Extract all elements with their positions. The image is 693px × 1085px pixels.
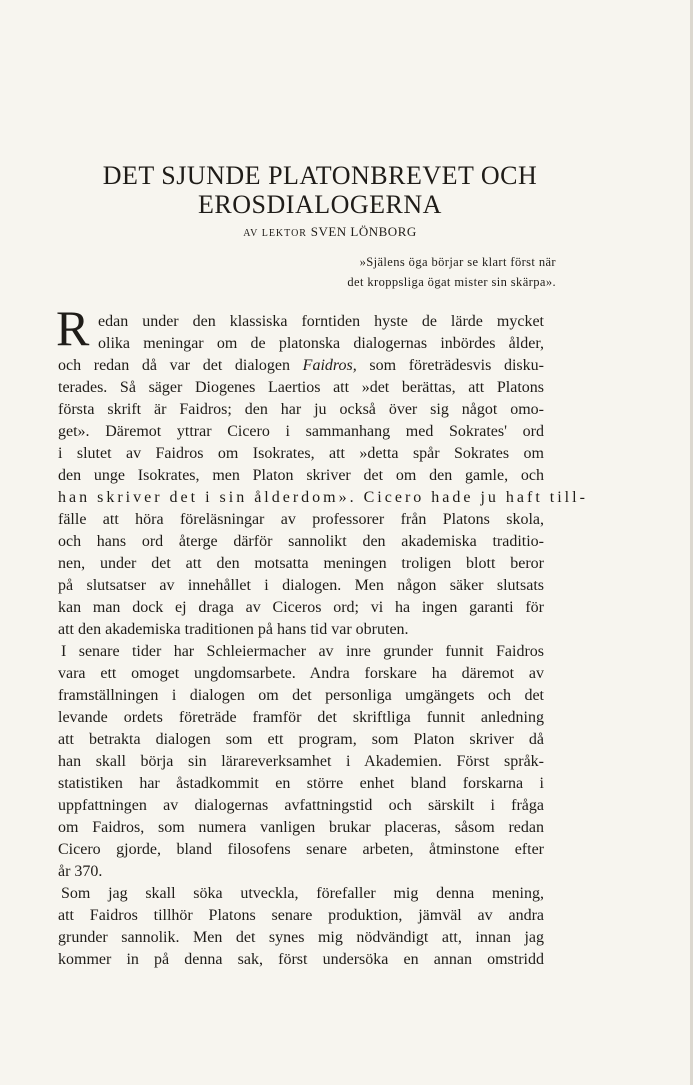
drop-cap: R	[56, 300, 90, 356]
article-title-line-1: DET SJUNDE PLATONBREVET OCH	[102, 161, 538, 190]
body-line: att Faidros tillhör Platons senare produktion, jämväl av andra	[58, 907, 544, 924]
body-line: Cicero gjorde, bland filosofens senare arbeten, åtminstone efter	[58, 841, 544, 858]
byline-author: SVEN LÖNBORG	[310, 224, 417, 239]
body-line: nen, under det att den motsatta meningen troligen blott beror	[58, 555, 544, 572]
article-title-line-2: EROSDIALOGERNA	[198, 190, 442, 219]
body-line: att betrakta dialogen som ett program, som Platon skriver då	[58, 731, 544, 748]
body-line: fälle att höra föreläsningar av professorer från Platons skola,	[58, 511, 544, 528]
byline	[100, 224, 560, 240]
body-line: vara ett omoget ungdomsarbete. Andra forskare ha däremot av	[58, 665, 544, 682]
body-line: uppfattningen av dialogernas avfattningstid och särskilt i fråga	[58, 797, 544, 814]
body-line: olika meningar om de platonska dialogernas inbördes ålder,	[98, 335, 544, 352]
body-line: Som jag skall söka utveckla, förefaller mig denna mening,	[61, 885, 544, 902]
body-line: i slutet av Faidros om Isokrates, att »detta spår Sokrates om	[58, 445, 544, 462]
body-line: levande ordets företräde framför det skriftliga funnit anledning	[58, 709, 544, 726]
body-line: kan man dock ej draga av Ciceros ord; vi ha ingen garanti för	[58, 599, 544, 616]
body-line: grunder sannolik. Men det synes mig nödvändigt att, innan jag	[58, 929, 544, 946]
body-line: första skrift är Faidros; den har ju också över sig något omo-	[58, 401, 544, 418]
body-line: den unge Isokrates, men Platon skriver det om den gamle, och	[58, 467, 544, 484]
body-line: att den akademiska traditionen på hans tid var obruten.	[58, 621, 409, 638]
body-line: år 370.	[58, 863, 103, 880]
body-line: han skall börja sin lärareverksamhet i Akademien. Först språk-	[58, 753, 544, 770]
body-line: get». Däremot yttrar Cicero i sammanhang med Sokrates' ord	[58, 423, 544, 440]
body-line: kommer in på denna sak, först undersöka en annan omstridd	[58, 951, 544, 968]
body-line: statistiken har åstadkommit en större enhet bland forskarna i	[58, 775, 544, 792]
body-line: edan under den klassiska forntiden hyste de lärde mycket	[98, 313, 544, 330]
body-line: om Faidros, som numera vanligen brukar placeras, såsom redan	[58, 819, 544, 836]
epigraph-line-1: »Själens öga börjar se klart först när	[359, 255, 556, 269]
italic-title: Faidros,	[302, 357, 357, 374]
body-line: och redan då var det dialogen Faidros, som företrädesvis disku-	[58, 357, 544, 374]
body-line: han skriver det i sin ålderdom». Cicero hade ju haft till-	[58, 489, 588, 506]
epigraph-line-2: det kroppsliga ögat mister sin skärpa».	[347, 275, 556, 289]
body-line: framställningen i dialogen om det personliga umgängets och det	[58, 687, 544, 704]
body-line: på slutsatser av innehållet i dialogen. Men någon säker slutsats	[58, 577, 544, 594]
body-line: terades. Så säger Diogenes Laertios att »det berättas, att Platons	[58, 379, 544, 396]
body-line: I senare tider har Schleiermacher av inre grunder funnit Faidros	[61, 643, 544, 660]
byline-prefix: AV LEKTOR	[243, 228, 307, 239]
body-line: och hans ord återge därför sannolikt den akademiska traditio-	[58, 533, 544, 550]
